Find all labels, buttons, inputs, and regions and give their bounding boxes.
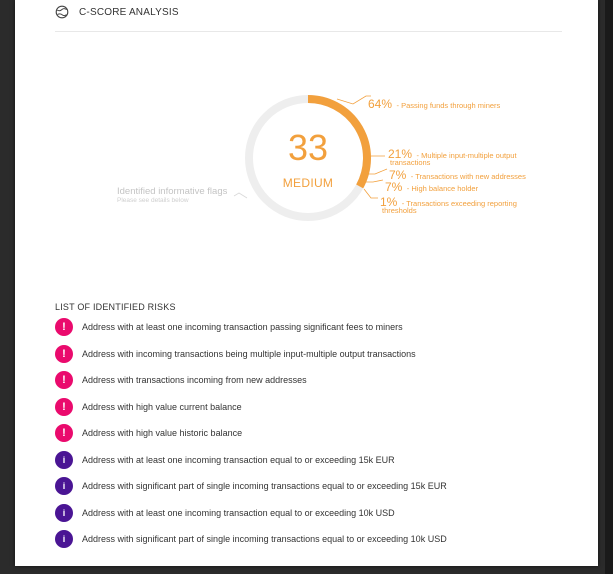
risks-list-title: LIST OF IDENTIFIED RISKS	[55, 302, 176, 312]
risk-item	[55, 476, 447, 496]
informative-flags-label: Identified informative flags	[117, 186, 228, 197]
informative-flags-sublabel: Please see details below	[117, 197, 189, 204]
flag-percent: 21%	[388, 147, 413, 161]
info-icon: i	[55, 504, 73, 522]
flag-description-cont: thresholds	[382, 206, 417, 215]
risk-text: Address with at least one incoming transaction equal to or exceeding 15k EUR	[82, 455, 395, 465]
risk-item	[55, 370, 307, 390]
exclamation-icon: !	[55, 345, 73, 363]
risk-item	[55, 423, 242, 443]
flag-description-cont: transactions	[390, 158, 431, 167]
risk-text: Address with significant part of single incoming transactions equal to or exceeding 10k USD	[82, 534, 447, 544]
risk-item	[55, 529, 447, 549]
risk-text: Address with high value historic balance	[82, 428, 243, 438]
flag-label	[368, 96, 500, 112]
leader-line-7b	[365, 180, 383, 182]
flag-percent: 7%	[385, 180, 403, 194]
flag-description: - Multiple input-multiple output	[416, 151, 517, 160]
window-edge	[605, 0, 613, 574]
risk-text: Address with incoming transactions being multiple input-multiple output transactions	[82, 349, 416, 359]
risk-item	[55, 503, 395, 523]
flag-percent: 1%	[380, 195, 398, 209]
risk-text: Address with transactions incoming from new addresses	[82, 375, 307, 385]
risk-text: Address with high value current balance	[82, 402, 242, 412]
score-chart	[15, 0, 598, 270]
risk-text: Address with at least one incoming transaction passing significant fees to miners	[82, 322, 403, 332]
exclamation-icon: !	[55, 398, 73, 416]
flag-description: - High balance holder	[406, 184, 479, 193]
leader-line-64	[337, 96, 371, 104]
info-icon: i	[55, 451, 73, 469]
exclamation-icon: !	[55, 424, 73, 442]
score-level: MEDIUM	[282, 176, 334, 190]
risk-item	[55, 397, 242, 417]
flag-description: - Transactions exceeding reporting	[401, 199, 517, 208]
risk-item	[55, 344, 416, 364]
flag-description: - Passing funds through miners	[396, 101, 501, 110]
page-title: C-SCORE ANALYSIS	[79, 6, 179, 18]
info-icon: i	[55, 477, 73, 495]
exclamation-icon: !	[55, 371, 73, 389]
risk-text: Address with significant part of single incoming transactions equal to or exceeding 15k EUR	[82, 481, 447, 491]
leader-line-1	[364, 189, 378, 198]
risk-text: Address with at least one incoming transaction equal to or exceeding 10k USD	[82, 508, 395, 518]
leader-line-info	[234, 193, 247, 198]
report-page	[15, 0, 598, 566]
risk-item	[55, 317, 403, 337]
leader-line-7a	[367, 169, 387, 174]
score-value: 33	[287, 127, 329, 168]
flag-percent: 7%	[389, 168, 407, 182]
flag-description: - Transactions with new addresses	[410, 172, 526, 181]
risk-item	[55, 450, 395, 470]
exclamation-icon: !	[55, 318, 73, 336]
flag-label	[388, 146, 517, 167]
flag-percent: 64%	[368, 97, 393, 111]
info-icon: i	[55, 530, 73, 548]
flag-label	[380, 194, 517, 215]
